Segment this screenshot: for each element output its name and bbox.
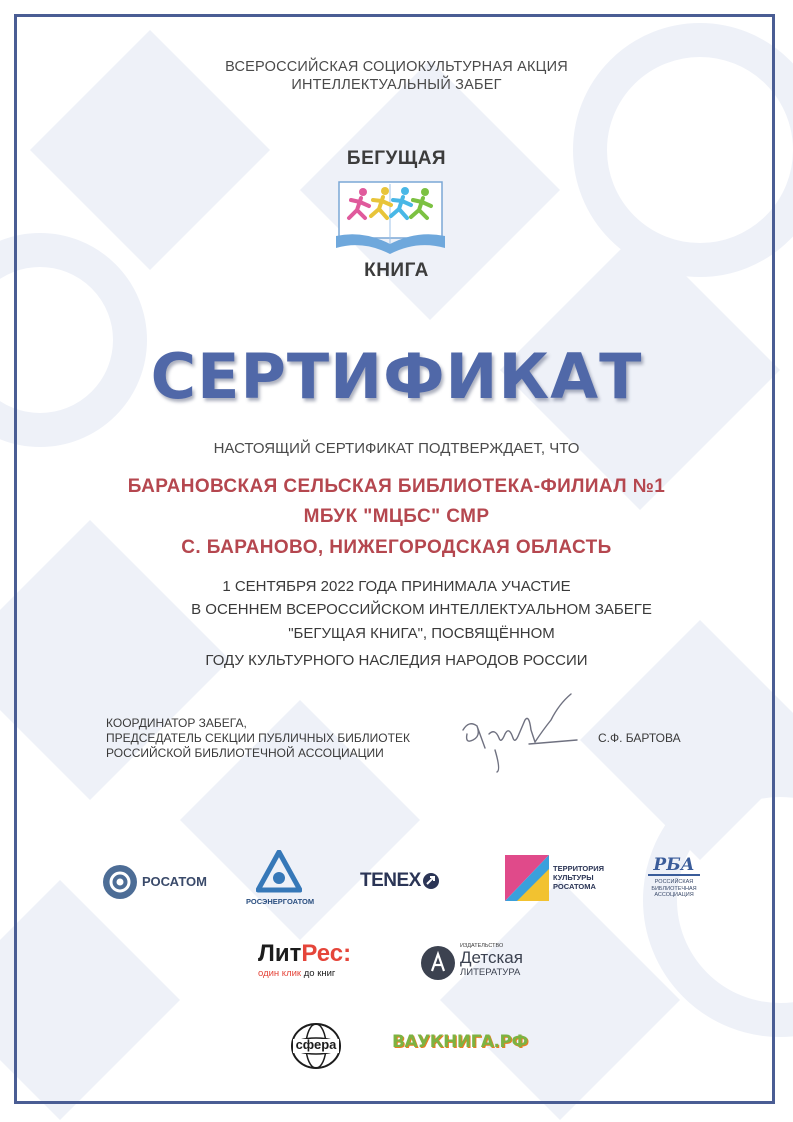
vauknigarf-logo: [392, 1032, 528, 1062]
rba-label: [648, 879, 700, 899]
detlit-small: ИЗДАТЕЛЬСТВО: [460, 943, 504, 949]
vauknigarf-label: ВАУКНИГА.РФ: [392, 1032, 528, 1052]
signature: [455, 690, 590, 775]
sfera-label: сфера: [295, 1037, 337, 1052]
rosatom-label: РОСАТОМ: [142, 874, 207, 889]
tenex-arrow-icon: [422, 872, 440, 890]
litres-wordmark: [258, 940, 368, 968]
territory-culture-logo: [505, 855, 610, 905]
signatory-line-1: КООРДИНАТОР ЗАБЕГА,: [106, 716, 247, 730]
rba-logo: [648, 856, 700, 908]
detlit-logo: [420, 943, 540, 983]
litres-part-1: Лит: [258, 940, 302, 967]
logo-top-text: БЕГУЩАЯ: [346, 148, 447, 169]
signatory-line-3: РОССИЙСКОЙ БИБЛИОТЕЧНОЙ АССОЦИАЦИИ: [106, 746, 384, 760]
territory-culture-icon: [505, 855, 549, 901]
tenex-label: TENEX: [360, 870, 421, 891]
logo-bottom-text: КНИГА: [364, 260, 429, 281]
litres-part-2: Рес:: [301, 940, 352, 967]
certificate-title: СЕРТИФИКАТ: [150, 340, 643, 413]
territory-line-1: ТЕРРИТОРИЯ: [553, 864, 604, 873]
event-header: [0, 58, 793, 94]
signatory-line-2: ПРЕДСЕДАТЕЛЬ СЕКЦИИ ПУБЛИЧНЫХ БИБЛИОТЕК: [106, 731, 410, 745]
rosatom-logo: [102, 862, 222, 902]
territory-line-2: КУЛЬТУРЫ: [553, 873, 594, 882]
signatory-name: С.Ф. БАРТОВА: [598, 731, 681, 745]
rba-line-3: АССОЦИАЦИЯ: [654, 892, 694, 898]
sfera-logo: [290, 1022, 342, 1070]
tenex-logo: [360, 868, 444, 894]
litres-logo: [258, 940, 368, 986]
confirm-text: НАСТОЯЩИЙ СЕРТИФИКАТ ПОДТВЕРЖДАЕТ, ЧТО: [213, 440, 580, 457]
territory-culture-label: [553, 864, 604, 891]
body-line-1: 1 СЕНТЯБРЯ 2022 ГОДА ПРИНИМАЛА УЧАСТИЕ: [222, 578, 571, 595]
detlit-sub: ЛИТЕРАТУРА: [460, 967, 521, 978]
body-line-3: "БЕГУЩАЯ КНИГА", ПОСВЯЩЁННОМ: [288, 625, 555, 642]
signatory-title: [106, 716, 410, 761]
litres-tag-part-1: один клик: [258, 968, 302, 979]
recipient-line-1: БАРАНОВСКАЯ СЕЛЬСКАЯ БИБЛИОТЕКА-ФИЛИАЛ №1: [127, 476, 666, 497]
rosenergoatom-icon: [256, 850, 302, 894]
rba-mark: РБА: [648, 856, 700, 876]
recipient-line-2: МБУК "МЦБС" СМР: [303, 506, 490, 527]
body-line-2: В ОСЕННЕМ ВСЕРОССИЙСКОМ ИНТЕЛЛЕКТУАЛЬНОМ ЗАБЕГЕ: [191, 601, 652, 618]
recipient-line-3: С. БАРАНОВО, НИЖЕГОРОДСКАЯ ОБЛАСТЬ: [181, 537, 612, 558]
detlit-icon: [420, 945, 456, 981]
litres-tagline: [258, 968, 368, 980]
body-line-4: ГОДУ КУЛЬТУРНОГО НАСЛЕДИЯ НАРОДОВ РОССИИ: [205, 652, 588, 669]
litres-tag-part-2: до книг: [303, 968, 336, 979]
rosenergoatom-label: РОСЭНЕРГОАТОМ: [246, 897, 315, 906]
rosenergoatom-logo: [246, 850, 315, 912]
territory-line-3: РОСАТОМА: [553, 882, 596, 891]
header-line-1: ВСЕРОССИЙСКАЯ СОЦИОКУЛЬТУРНАЯ АКЦИЯ: [225, 59, 568, 75]
rba-line-2: БИБЛИОТЕЧНАЯ: [651, 885, 697, 892]
detlit-big: Детская: [460, 948, 523, 967]
rosatom-icon: [102, 864, 138, 900]
header-line-2: ИНТЕЛЛЕКТУАЛЬНЫЙ ЗАБЕГ: [291, 77, 502, 93]
running-book-logo-icon: [333, 178, 448, 256]
rba-line-1: РОССИЙСКАЯ: [654, 879, 694, 885]
